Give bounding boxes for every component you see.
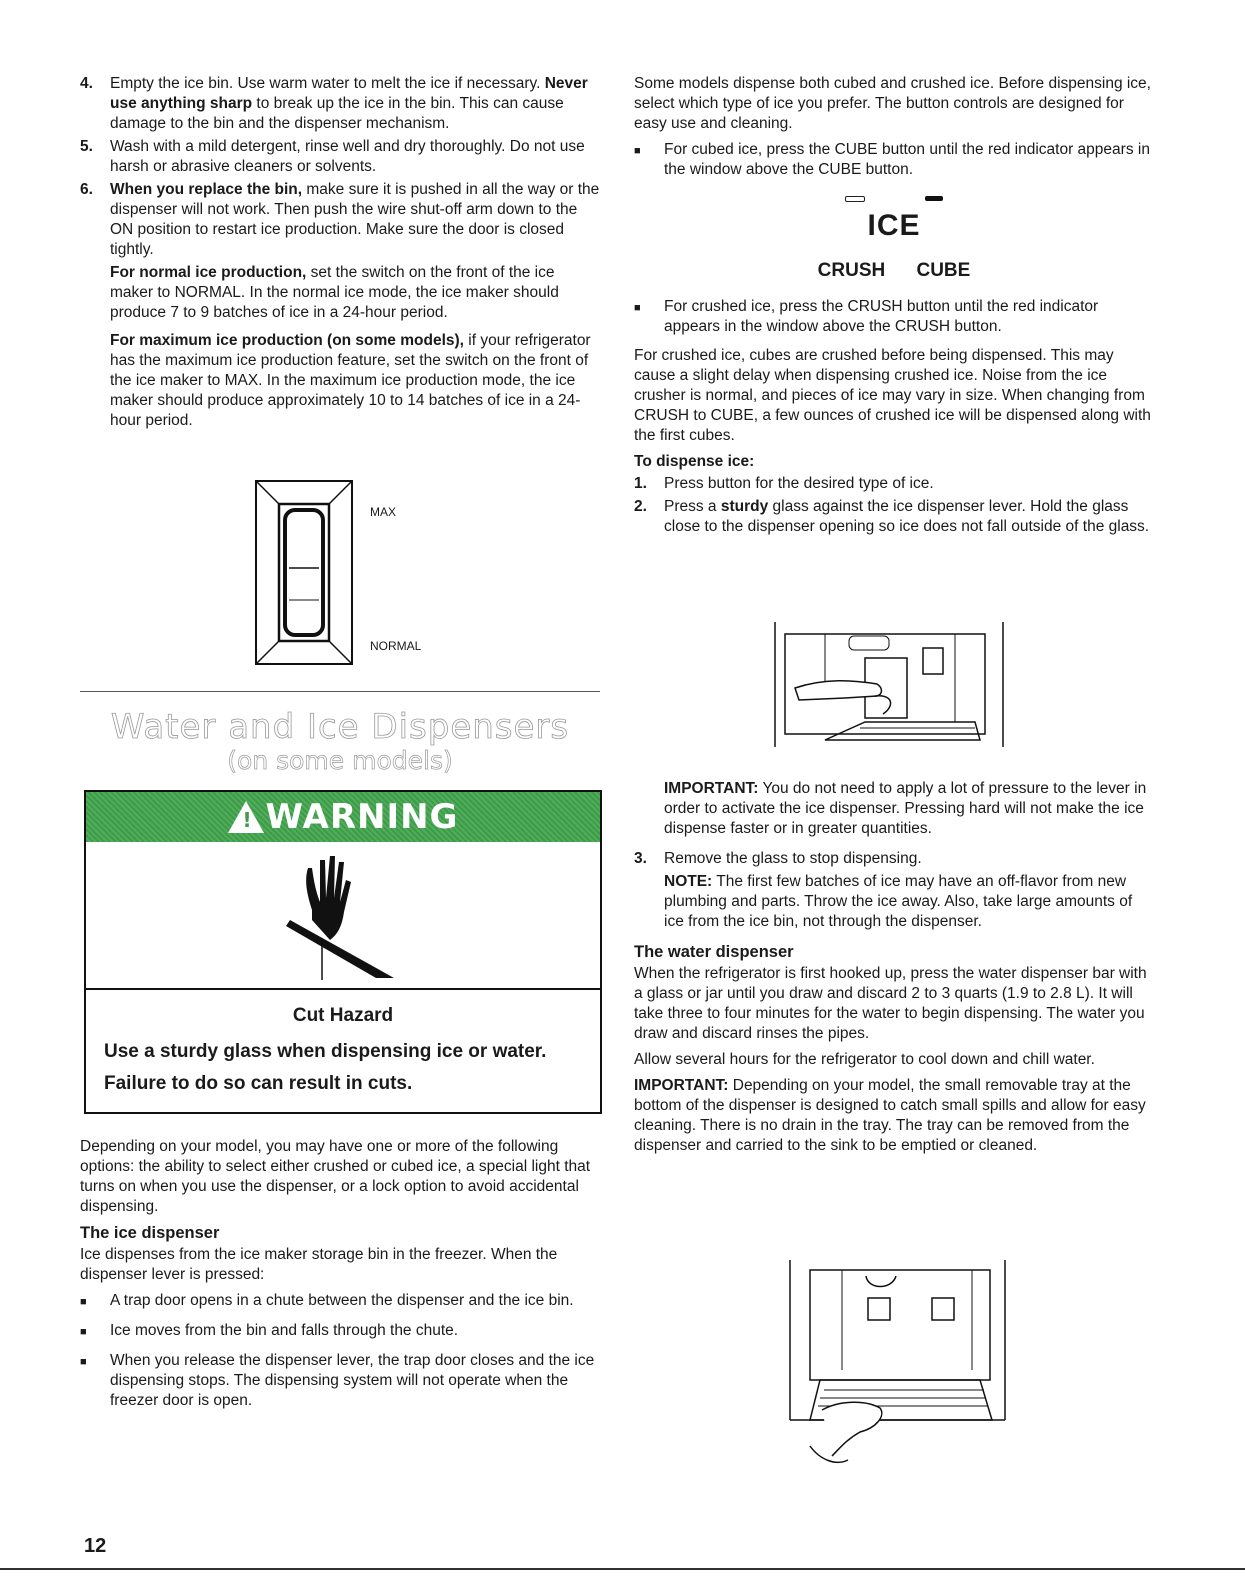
- section-divider: [80, 691, 600, 692]
- bullet-icon: ■: [634, 145, 641, 157]
- crush-para: For crushed ice, cubes are crushed before being dispensed. This may cause a slight delay when dispensing crushed ice. Noise from the ice crusher is normal, and pieces of ice may vary in size. When changing from CRUSH to CUBE, a few ounces of crushed ice will be dispensed along with the first cubes.: [634, 347, 1151, 444]
- important-lever-note: IMPORTANT: You do not need to apply a lot of pressure to the lever in order to activate the ice dispenser. Pressing hard will not make the ice dispense faster or in greater quantities.: [664, 780, 1147, 837]
- step-text: When you replace the bin, make sure it is pushed in all the way or the dispenser will not work. Then push the wire shut-off arm down to the ON position to restart ice production. Make sure the door is closed tightly.: [110, 181, 600, 258]
- bullet-icon: ■: [80, 1356, 87, 1368]
- section-title: Water and Ice Dispensers (on some models): [80, 708, 600, 776]
- hazard-type: Cut Hazard: [292, 1005, 394, 1026]
- ice-dispenser-illustration: [765, 622, 1010, 752]
- bullet-crush: ■ For crushed ice, press the CRUSH button until the red indicator appears in the window above the CRUSH button.: [634, 298, 1099, 335]
- dispense-step-2: 2. Press a sturdy glass against the ice dispenser lever. Hold the glass close to the dispenser opening so ice does not fall outside of the glass.: [634, 498, 1150, 535]
- ice-dispenser-para: Ice dispenses from the ice maker storage bin in the freezer. When the dispenser lever is pressed:: [80, 1246, 558, 1283]
- first-batches-note: NOTE: The first few batches of ice may have an off-flavor from new plumbing and parts. Throw the ice away. Also, take large amounts of ice from the ice bin, not through the dispenser.: [664, 873, 1133, 930]
- switch-label-max: MAX: [370, 505, 397, 519]
- bullet-icon: ■: [80, 1296, 87, 1308]
- panel-crush-cube-labels: CRUSH CUBE: [817, 260, 971, 281]
- section-subtitle: (on some models): [227, 746, 453, 775]
- dispense-intro: Some models dispense both cubed and crushed ice. Before dispensing ice, select which type of ice you prefer. The button controls are designed for easy use and cleaning.: [634, 75, 1151, 132]
- allow-cooling-para: Allow several hours for the refrigerator to cool down and chill water.: [634, 1051, 1095, 1068]
- dispense-step-3: 3. Remove the glass to stop dispensing.: [634, 850, 922, 867]
- cube-indicator-icon: [925, 196, 943, 201]
- to-dispense-heading: To dispense ice:: [634, 453, 755, 470]
- warning-line-2: Failure to do so can result in cuts.: [104, 1073, 413, 1094]
- warning-box: [84, 790, 602, 1114]
- water-dispenser-para: When the refrigerator is first hooked up, press the water dispenser bar with a glass or jar until you draw and discard 2 to 3 quarts (1.9 to 2.8 L). It will take three to four minutes for the water to begin dispensing. The water you draw and discard rinses the pipes.: [634, 965, 1147, 1042]
- important-tray-note: IMPORTANT: Depending on your model, the small removable tray at the bottom of the dispenser is designed to catch small spills and allow for easy cleaning. There is no drain in the tray. The tray can be removed from the dispenser and carried to the sink to be emptied or cleaned.: [634, 1077, 1146, 1154]
- warning-divider: [86, 988, 600, 990]
- step-number: 6.: [80, 181, 93, 198]
- cut-hand-icon: [282, 850, 402, 980]
- bullet-item: ■ Ice moves from the bin and falls through the chute.: [80, 1321, 600, 1342]
- crush-indicator-icon: [845, 196, 865, 202]
- step-text: Wash with a mild detergent, rinse well and dry thoroughly. Do not use harsh or abrasive cleaners or solvents.: [110, 138, 585, 175]
- step-4: [80, 74, 600, 134]
- warning-line-1: Use a sturdy glass when dispensing ice or water.: [104, 1041, 547, 1062]
- bullet-icon: ■: [634, 302, 641, 314]
- switch-label-normal: NORMAL: [370, 639, 422, 653]
- bullet-icon: ■: [80, 1326, 87, 1338]
- right-column: [634, 74, 1154, 540]
- water-dispenser-heading: The water dispenser: [634, 943, 794, 961]
- alert-triangle-icon: !: [228, 801, 264, 833]
- right-lower-text: [634, 779, 1154, 1162]
- dispenser-tray-illustration: [780, 1260, 1015, 1470]
- step-text: Empty the ice bin. Use warm water to melt the ice if necessary. Never use anything sharp to break up the ice in the bin. This can cause damage to the bin and the dispenser mechanism.: [110, 75, 588, 132]
- ice-maker-switch-illustration: [255, 480, 365, 666]
- bullet-cube: ■ For cubed ice, press the CUBE button until the red indicator appears in the window above the CUBE button.: [634, 141, 1150, 178]
- bottom-rule: [0, 1568, 1245, 1570]
- step-6: [80, 180, 600, 260]
- step-5: [80, 137, 600, 177]
- ice-dispenser-heading: The ice dispenser: [80, 1224, 220, 1242]
- left-column: [80, 74, 600, 439]
- bullet-item: ■ When you release the dispenser lever, the trap door closes and the ice dispensing stops. The dispensing system will not operate when the freezer door is open.: [80, 1352, 595, 1409]
- page-number: 12: [84, 1535, 107, 1557]
- normal-production-para: For normal ice production, set the switch on the front of the ice maker to NORMAL. In the normal ice mode, the ice maker should produce 7 to 9 batches of ice in a 24-hour period.: [110, 264, 559, 321]
- warning-header: [86, 792, 600, 842]
- left-lower-text: [80, 1137, 600, 1420]
- dispense-step-1: 1. Press button for the desired type of ice.: [634, 475, 934, 492]
- max-production-para: For maximum ice production (on some models), if your refrigerator has the maximum ice production feature, set the switch on the front of the ice maker to MAX. In the maximum ice production mode, the ice maker should produce approximately 10 to 14 batches of ice in a 24-hour period.: [110, 332, 591, 429]
- options-para: Depending on your model, you may have one or more of the following options: the ability to select either crushed or cubed ice, a special light that turns on when you use the dispenser, or a lock option to avoid accidental dispensing.: [80, 1138, 591, 1215]
- step-number: 5.: [80, 138, 93, 155]
- warning-title: WARNING: [265, 797, 459, 837]
- indicator-windows: [634, 189, 1154, 203]
- panel-ice-label: ICE: [867, 209, 921, 242]
- step-number: 4.: [80, 75, 93, 92]
- bullet-item: ■ A trap door opens in a chute between the dispenser and the ice bin.: [80, 1291, 600, 1312]
